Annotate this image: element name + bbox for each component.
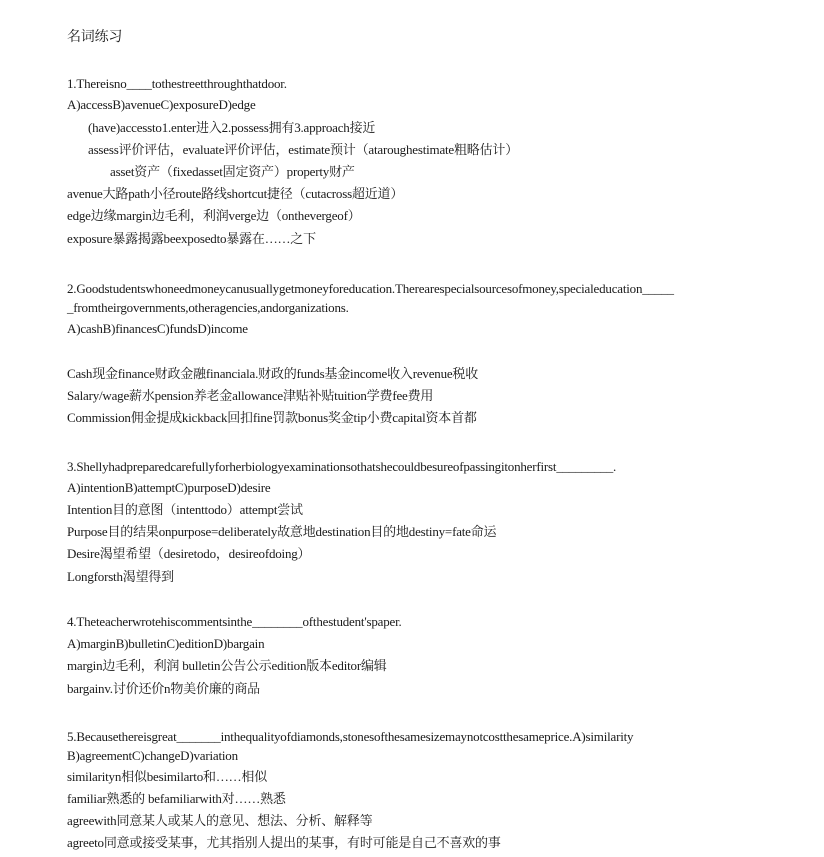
q4-note: bargainv.讨价还价n物美价廉的商品 [67, 681, 260, 696]
q1-options: A)accessB)avenueC)exposureD)edge [67, 97, 256, 112]
q2-note: Commission佣金提成kickback回扣fine罚款bonus奖金tip小费capital资本首都 [67, 410, 477, 425]
q3-note: Longforsth渴望得到 [67, 569, 174, 584]
q4-note: margin边毛利，利润 bulletin公告公示edition版本editor编辑 [67, 658, 387, 673]
q1-question: 1.Thereisno____tothestreetthroughthatdoor. [67, 76, 287, 91]
q2-question-line2: _fromtheirgovernments,otheragencies,andorganizations. [67, 300, 349, 315]
q3-note: Intention目的意图（intenttodo）attempt尝试 [67, 502, 303, 517]
q1-note: assess评价评估，evaluate评价评估，estimate预计（ataroughestimate粗略估计） [88, 142, 518, 157]
q3-note: Purpose目的结果onpurpose=deliberately故意地destination目的地destiny=fate命运 [67, 524, 497, 539]
q2-note: Salary/wage薪水pension养老金allowance津贴补贴tuition学费fee费用 [67, 388, 434, 403]
q5-note: agreewith同意某人或某人的意见、想法、分析、解释等 [67, 813, 373, 828]
q2-note: Cash现金finance财政金融financiala.财政的funds基金income收入revenue税收 [67, 366, 479, 381]
q1-note: exposure暴露揭露beexposedto暴露在……之下 [67, 231, 316, 246]
q1-note: edge边缘margin边毛利，利润verge边（onthevergeof） [67, 208, 361, 223]
q5-note: similarityn相似besimilarto和……相似 [67, 769, 268, 784]
q5-note: familiar熟悉的 befamiliarwith对……熟悉 [67, 791, 286, 806]
q3-options: A)intentionB)attemptC)purposeD)desire [67, 480, 271, 495]
q5-question-line2: B)agreementC)changeD)variation [67, 748, 238, 763]
q4-options: A)marginB)bulletinC)editionD)bargain [67, 636, 265, 651]
q1-note: (have)accessto1.enter进入2.possess拥有3.approach接近 [88, 120, 376, 135]
q2-options: A)cashB)financesC)fundsD)income [67, 321, 248, 336]
q1-note: asset资产（fixedasset固定资产）property财产 [110, 164, 355, 179]
q3-question: 3.Shellyhadpreparedcarefullyforherbiologyexaminationsothatshecouldbesureofpassingitonherfirst_________. [67, 459, 617, 474]
q2-question-line1: 2.Goodstudentswhoneedmoneycanusuallygetmoneyforeducation.Therearespecialsourcesofmoney,specialeducation_____ [67, 281, 674, 296]
q5-question-line1: 5.Becausethereisgreat_______inthequalityofdiamonds,stonesofthesamesizemaynotcostthesameprice.A)similarity [67, 729, 634, 744]
q3-note: Desire渴望希望（desiretodo，desireofdoing） [67, 546, 311, 561]
q1-note: avenue大路path小径route路线shortcut捷径（cutacross超近道） [67, 186, 404, 201]
page-title: 名词练习 [67, 30, 123, 45]
q5-note: agreeto同意或接受某事，尤其指别人提出的某事，有时可能是自己不喜欢的事 [67, 835, 501, 850]
q4-question: 4.Theteacherwrotehiscommentsinthe________ofthestudent'spaper. [67, 614, 402, 629]
